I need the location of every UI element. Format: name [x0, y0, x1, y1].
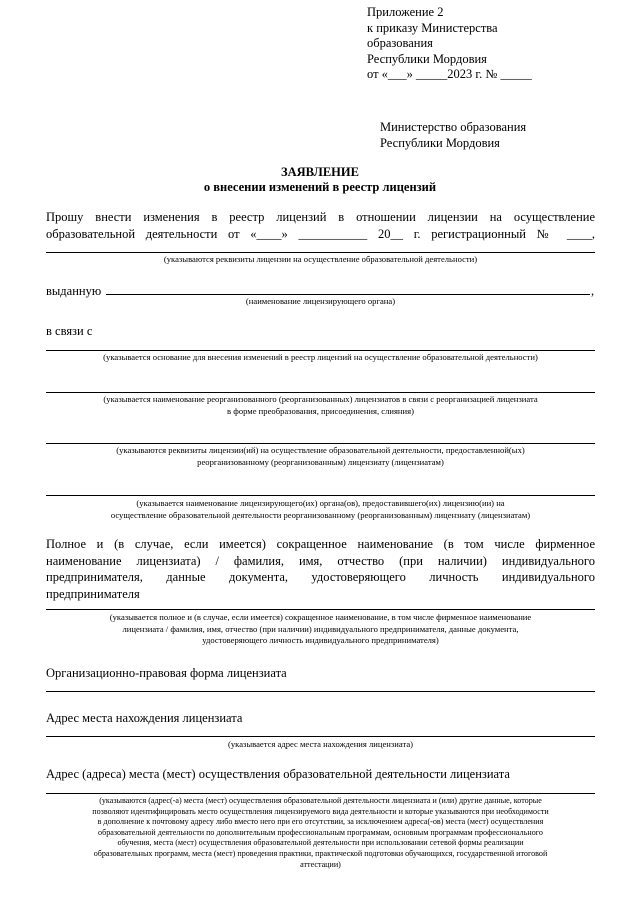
fullname-line-1: Полное и (в случае, если имеется) сокращенное наименование (в том числе фирменное [46, 537, 595, 551]
reorg-licenses-note-2: реорганизованному (реорганизованным) лицензиату (лицензиатам) [197, 456, 444, 467]
addressee-line-1: Министерство образования [380, 120, 527, 134]
legal-form-label: Организационно-правовая форма лицензиата [46, 666, 287, 680]
license-details-note: (указываются реквизиты лицензии на осуществление образовательной деятельности) [163, 254, 478, 264]
places-note-6: образовательных программ, места (мест) проведения практики, практической подготовки обучающихся, государственной итоговой [93, 848, 548, 858]
issued-label: выданную [46, 284, 102, 298]
fullname-line-2: наименование лицензиата) / фамилия, имя, отчество (при наличии) индивидуального [46, 553, 595, 568]
fullname-note-2: лицензиата / фамилия, имя, отчество (при наличии) индивидуального предпринимателя, данные документа, [122, 623, 519, 634]
issuing-body-note: (наименование лицензирующего органа) [245, 296, 396, 306]
appendix-number: Приложение 2 [367, 5, 444, 19]
places-note-3: в дополнение к почтовому адресу либо вместо него при его отсутствии, за исключением адреса(-ов) места (мест) осуществления [97, 817, 544, 827]
license-details-line[interactable] [46, 252, 595, 253]
request-paragraph [46, 209, 595, 242]
reorg-licenses-note [46, 445, 595, 468]
reorg-licenses-line[interactable] [46, 443, 595, 444]
order-reference: к приказу Министерства [367, 20, 498, 35]
ministry-name: образования [367, 36, 433, 50]
document-title: ЗАЯВЛЕНИЕ [281, 165, 359, 179]
republic-name: Республики Мордовия [367, 51, 487, 66]
reorganized-note-2: в форме преобразования, присоединения, слияния) [227, 405, 414, 416]
places-note [46, 796, 595, 870]
issued-comma: , [591, 284, 595, 298]
places-note-4: образовательной деятельности по дополнительным профессиональным программам, основным программам профессионального [98, 827, 543, 837]
reorg-bodies-note [46, 498, 595, 521]
appendix-header [367, 5, 532, 83]
fullname-note-3: удостоверяющего личность индивидуального предпринимателя) [202, 635, 439, 645]
places-note-1: (указываются (адрес(-а) места (мест) осуществления образовательной деятельности лицензиата и (или) другие данные, которые [99, 796, 542, 805]
legal-form-line[interactable] [46, 691, 595, 692]
places-note-7: аттестации) [300, 859, 341, 869]
places-line[interactable] [46, 793, 595, 794]
reason-note: (указывается основание для внесения изменений в реестр лицензий на осуществление образовательной деятельности) [103, 352, 538, 362]
because-label: в связи с [46, 324, 93, 338]
request-line-2: образовательной деятельности от «____» ___________ 20__ г. регистрационный № ____, [46, 226, 595, 241]
reorganized-note-1: (указывается наименование реорганизованного (реорганизованных) лицензиатов в связи с реорганизацией лицензиата [103, 394, 538, 404]
places-label: Адрес (адреса) места (мест) осуществления образовательной деятельности лицензиата [46, 767, 510, 781]
address-label: Адрес места нахождения лицензиата [46, 711, 243, 725]
address-note: (указывается адрес места нахождения лицензиата) [227, 739, 414, 749]
places-note-5: обучения, места (мест) осуществления образовательной деятельности при использовании сетевой формы реализации [117, 838, 524, 848]
issuing-body-line[interactable] [106, 294, 590, 295]
fullname-line[interactable] [46, 609, 595, 610]
reorg-bodies-note-1: (указывается наименование лицензирующего(их) органа(ов), предоставившего(их) лицензию(ии) на [136, 498, 505, 508]
fullname-line-3: предпринимателя, данные документа, удостоверяющего личность индивидуального [46, 570, 595, 584]
reorg-bodies-line[interactable] [46, 495, 595, 496]
fullname-note [46, 612, 595, 647]
reorganized-note [46, 394, 595, 417]
reorg-licenses-note-1: (указываются реквизиты лицензии(ий) на осуществление образовательной деятельности, предоставленной(ых) [116, 445, 525, 455]
reason-line[interactable] [46, 350, 595, 351]
order-date: от «___» _____2023 г. № _____ [367, 67, 532, 81]
reorg-bodies-note-2: осуществление образовательной деятельности реорганизованному (реорганизованным) лицензиату (лицензиатам) [110, 509, 531, 520]
fullname-note-1: (указывается полное и (в случае, если имеется) сокращенное наименование, в том числе фирменное наименование [109, 612, 532, 622]
request-line-1: Прошу внести изменения в реестр лицензий в отношении лицензии на осуществление [46, 210, 595, 224]
addressee [380, 120, 526, 151]
document-subtitle: о внесении изменений в реестр лицензий [203, 180, 437, 194]
places-note-2: позволяют идентифицировать место осуществления лицензируемого вида деятельности и которые указываются при необходимости [92, 806, 549, 816]
fullname-line-4: предпринимателя [46, 586, 140, 601]
fullname-paragraph [46, 536, 595, 602]
addressee-line-2: Республики Мордовия [380, 135, 500, 150]
address-line[interactable] [46, 736, 595, 737]
reorganized-line[interactable] [46, 392, 595, 393]
